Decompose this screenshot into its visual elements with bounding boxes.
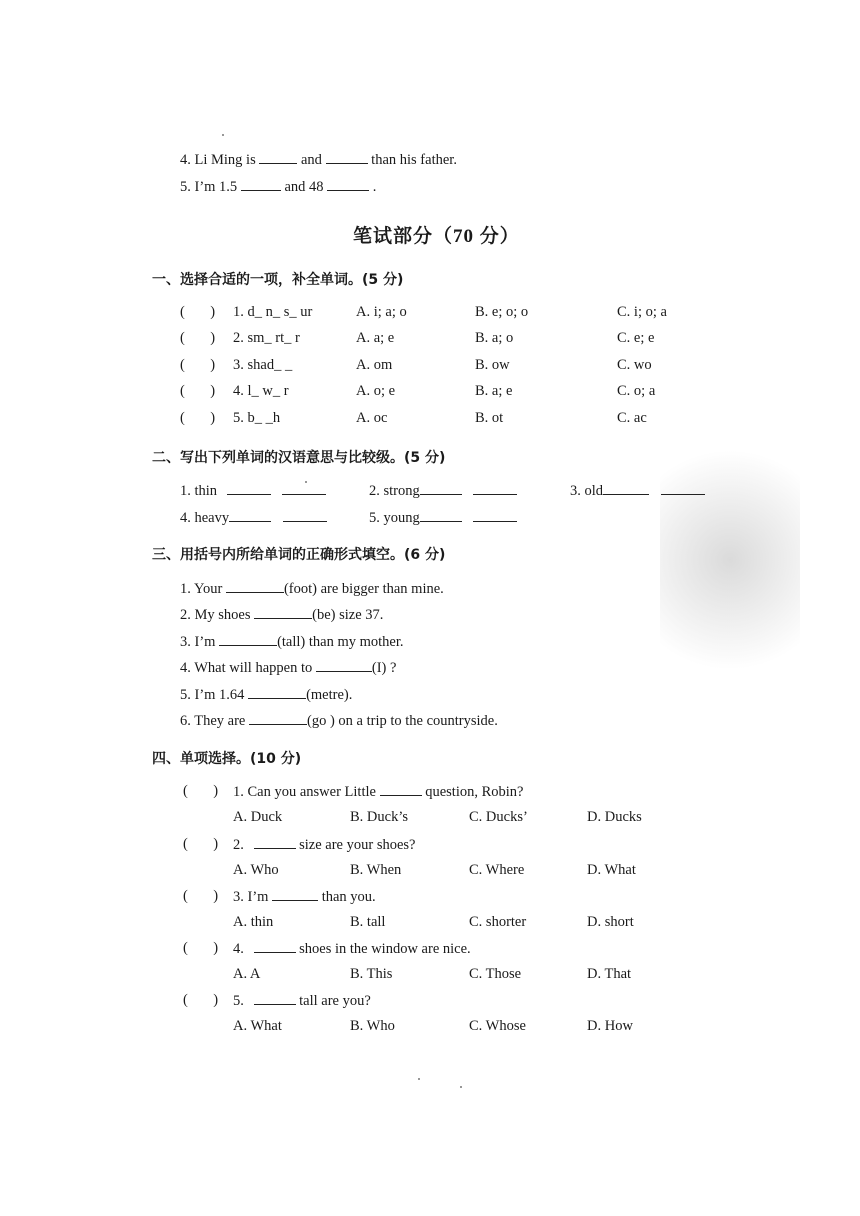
blank[interactable]: [254, 605, 312, 619]
section-1-heading: 一、选择合适的一项，补全单词。(5 分): [152, 272, 404, 288]
s1-row-5-b: B. ot: [475, 410, 504, 426]
blank[interactable]: [282, 481, 326, 495]
s1-row-4-a: A. o; e: [356, 383, 396, 399]
answer-paren[interactable]: ( ): [180, 383, 216, 399]
s3-item-2: 2. My shoes (be) size 37.: [180, 607, 384, 623]
s4-q2-opt-c[interactable]: C. Where: [469, 862, 525, 878]
top-item-4: 4. Li Ming is and than his father.: [180, 152, 457, 168]
s1-row-5: [180, 409, 215, 427]
s4-q3-opt-b[interactable]: B. tall: [350, 914, 386, 930]
answer-paren[interactable]: ( ): [180, 410, 216, 426]
s3-item-5: 5. I’m 1.64 (metre).: [180, 687, 353, 703]
s4-q1-opt-b[interactable]: B. Duck’s: [350, 809, 408, 825]
s2-word-heavy: 4. heavy: [180, 508, 327, 527]
s1-row-3-c: C. wo: [617, 357, 652, 373]
s1-row-4-c: C. o; a: [617, 383, 656, 399]
s1-row-4-b: B. a; e: [475, 383, 513, 399]
blank[interactable]: [473, 508, 517, 522]
s1-row-3: [180, 356, 215, 374]
blank[interactable]: [229, 508, 271, 522]
blank[interactable]: [473, 481, 517, 495]
top-item-5: 5. I’m 1.5 and 48 .: [180, 179, 377, 195]
blank[interactable]: [661, 481, 705, 495]
s1-row-1-a: A. i; a; o: [356, 304, 407, 320]
blank[interactable]: [254, 939, 296, 953]
s4-q3-opt-d[interactable]: D. short: [587, 914, 634, 930]
s1-row-2: [180, 329, 215, 347]
s4-q2-stem: 2. size are your shoes?: [233, 837, 416, 853]
s4-q3-paren[interactable]: ( ): [183, 888, 219, 904]
s4-q5-opt-d[interactable]: D. How: [587, 1018, 633, 1034]
s4-q1-opt-c[interactable]: C. Ducks’: [469, 809, 528, 825]
s4-q3-opt-c[interactable]: C. shorter: [469, 914, 527, 930]
s1-row-2-c: C. e; e: [617, 330, 655, 346]
s2-word-old: 3. old: [570, 481, 705, 500]
s4-q2-opt-b[interactable]: B. When: [350, 862, 402, 878]
s3-item-1: 1. Your (foot) are bigger than mine.: [180, 581, 444, 597]
section-3-heading: 三、用括号内所给单词的正确形式填空。(6 分): [152, 547, 446, 563]
scan-noise: [660, 420, 800, 700]
s4-q5-opt-a[interactable]: A. What: [233, 1018, 282, 1034]
scan-speck: [418, 1078, 420, 1080]
blank[interactable]: [380, 782, 422, 796]
scan-speck: [460, 1086, 462, 1088]
s4-q1-stem: 1. Can you answer Little question, Robin?: [233, 784, 524, 800]
s4-q5-paren[interactable]: ( ): [183, 992, 219, 1008]
s1-row-5-a: A. oc: [356, 410, 388, 426]
s1-row-5-c: C. ac: [617, 410, 647, 426]
written-part-title: 笔试部分（70 分）: [353, 226, 520, 247]
s1-row-2-a: A. a; e: [356, 330, 395, 346]
s4-q4-opt-d[interactable]: D. That: [587, 966, 632, 982]
answer-paren[interactable]: ( ): [180, 304, 216, 320]
s2-word-thin: 1. thin: [180, 481, 326, 500]
blank[interactable]: [420, 481, 462, 495]
s4-q2-opt-d[interactable]: D. What: [587, 862, 636, 878]
s4-q1-paren[interactable]: ( ): [183, 783, 219, 799]
blank[interactable]: [420, 508, 462, 522]
blank[interactable]: [254, 835, 296, 849]
s1-row-1-b: B. e; o; o: [475, 304, 529, 320]
s4-q4-stem: 4. shoes in the window are nice.: [233, 941, 471, 957]
blank[interactable]: [272, 887, 318, 901]
s1-row-2-question: 2. sm_ rt_ r: [233, 330, 300, 346]
s4-q3-stem: 3. I’m than you.: [233, 889, 376, 905]
answer-paren[interactable]: ( ): [180, 357, 216, 373]
s2-word-young: 5. young: [369, 508, 517, 527]
s3-item-6: 6. They are (go ) on a trip to the countryside.: [180, 713, 498, 729]
s3-item-4: 4. What will happen to (I) ?: [180, 660, 397, 676]
s4-q4-opt-c[interactable]: C. Those: [469, 966, 522, 982]
s4-q2-paren[interactable]: ( ): [183, 836, 219, 852]
s3-item-3: 3. I’m (tall) than my mother.: [180, 634, 404, 650]
blank[interactable]: [603, 481, 649, 495]
s1-row-3-b: B. ow: [475, 357, 510, 373]
blank[interactable]: [227, 481, 271, 495]
s4-q2-opt-a[interactable]: A. Who: [233, 862, 279, 878]
s4-q4-paren[interactable]: ( ): [183, 940, 219, 956]
s4-q5-opt-b[interactable]: B. Who: [350, 1018, 395, 1034]
s1-row-2-b: B. a; o: [475, 330, 514, 346]
blank[interactable]: [219, 632, 277, 646]
s4-q4-opt-b[interactable]: B. This: [350, 966, 393, 982]
s1-row-1-question: 1. d_ n_ s_ ur: [233, 304, 313, 320]
blank[interactable]: [254, 991, 296, 1005]
s1-row-3-a: A. om: [356, 357, 393, 373]
s1-row-5-question: 5. b_ _h: [233, 410, 281, 426]
s1-row-4: [180, 382, 215, 400]
blank[interactable]: [316, 658, 372, 672]
s4-q5-stem: 5. tall are you?: [233, 993, 371, 1009]
blank[interactable]: [283, 508, 327, 522]
scan-speck: [222, 134, 224, 136]
blank[interactable]: [226, 579, 284, 593]
s1-row-3-question: 3. shad_ _: [233, 357, 293, 373]
s4-q3-opt-a[interactable]: A. thin: [233, 914, 274, 930]
blank[interactable]: [249, 711, 307, 725]
s1-row-1: [180, 303, 215, 321]
s2-word-strong: 2. strong: [369, 481, 517, 500]
s1-row-1-c: C. i; o; a: [617, 304, 667, 320]
section-4-heading: 四、单项选择。(10 分): [152, 751, 302, 767]
s4-q4-opt-a[interactable]: A. A: [233, 966, 261, 982]
s4-q1-opt-a[interactable]: A. Duck: [233, 809, 283, 825]
blank[interactable]: [248, 685, 306, 699]
section-2-heading: 二、写出下列单词的汉语意思与比较级。(5 分): [152, 450, 446, 466]
s4-q5-opt-c[interactable]: C. Whose: [469, 1018, 526, 1034]
s4-q1-opt-d[interactable]: D. Ducks: [587, 809, 642, 825]
answer-paren[interactable]: ( ): [180, 330, 216, 346]
s1-row-4-question: 4. l_ w_ r: [233, 383, 289, 399]
